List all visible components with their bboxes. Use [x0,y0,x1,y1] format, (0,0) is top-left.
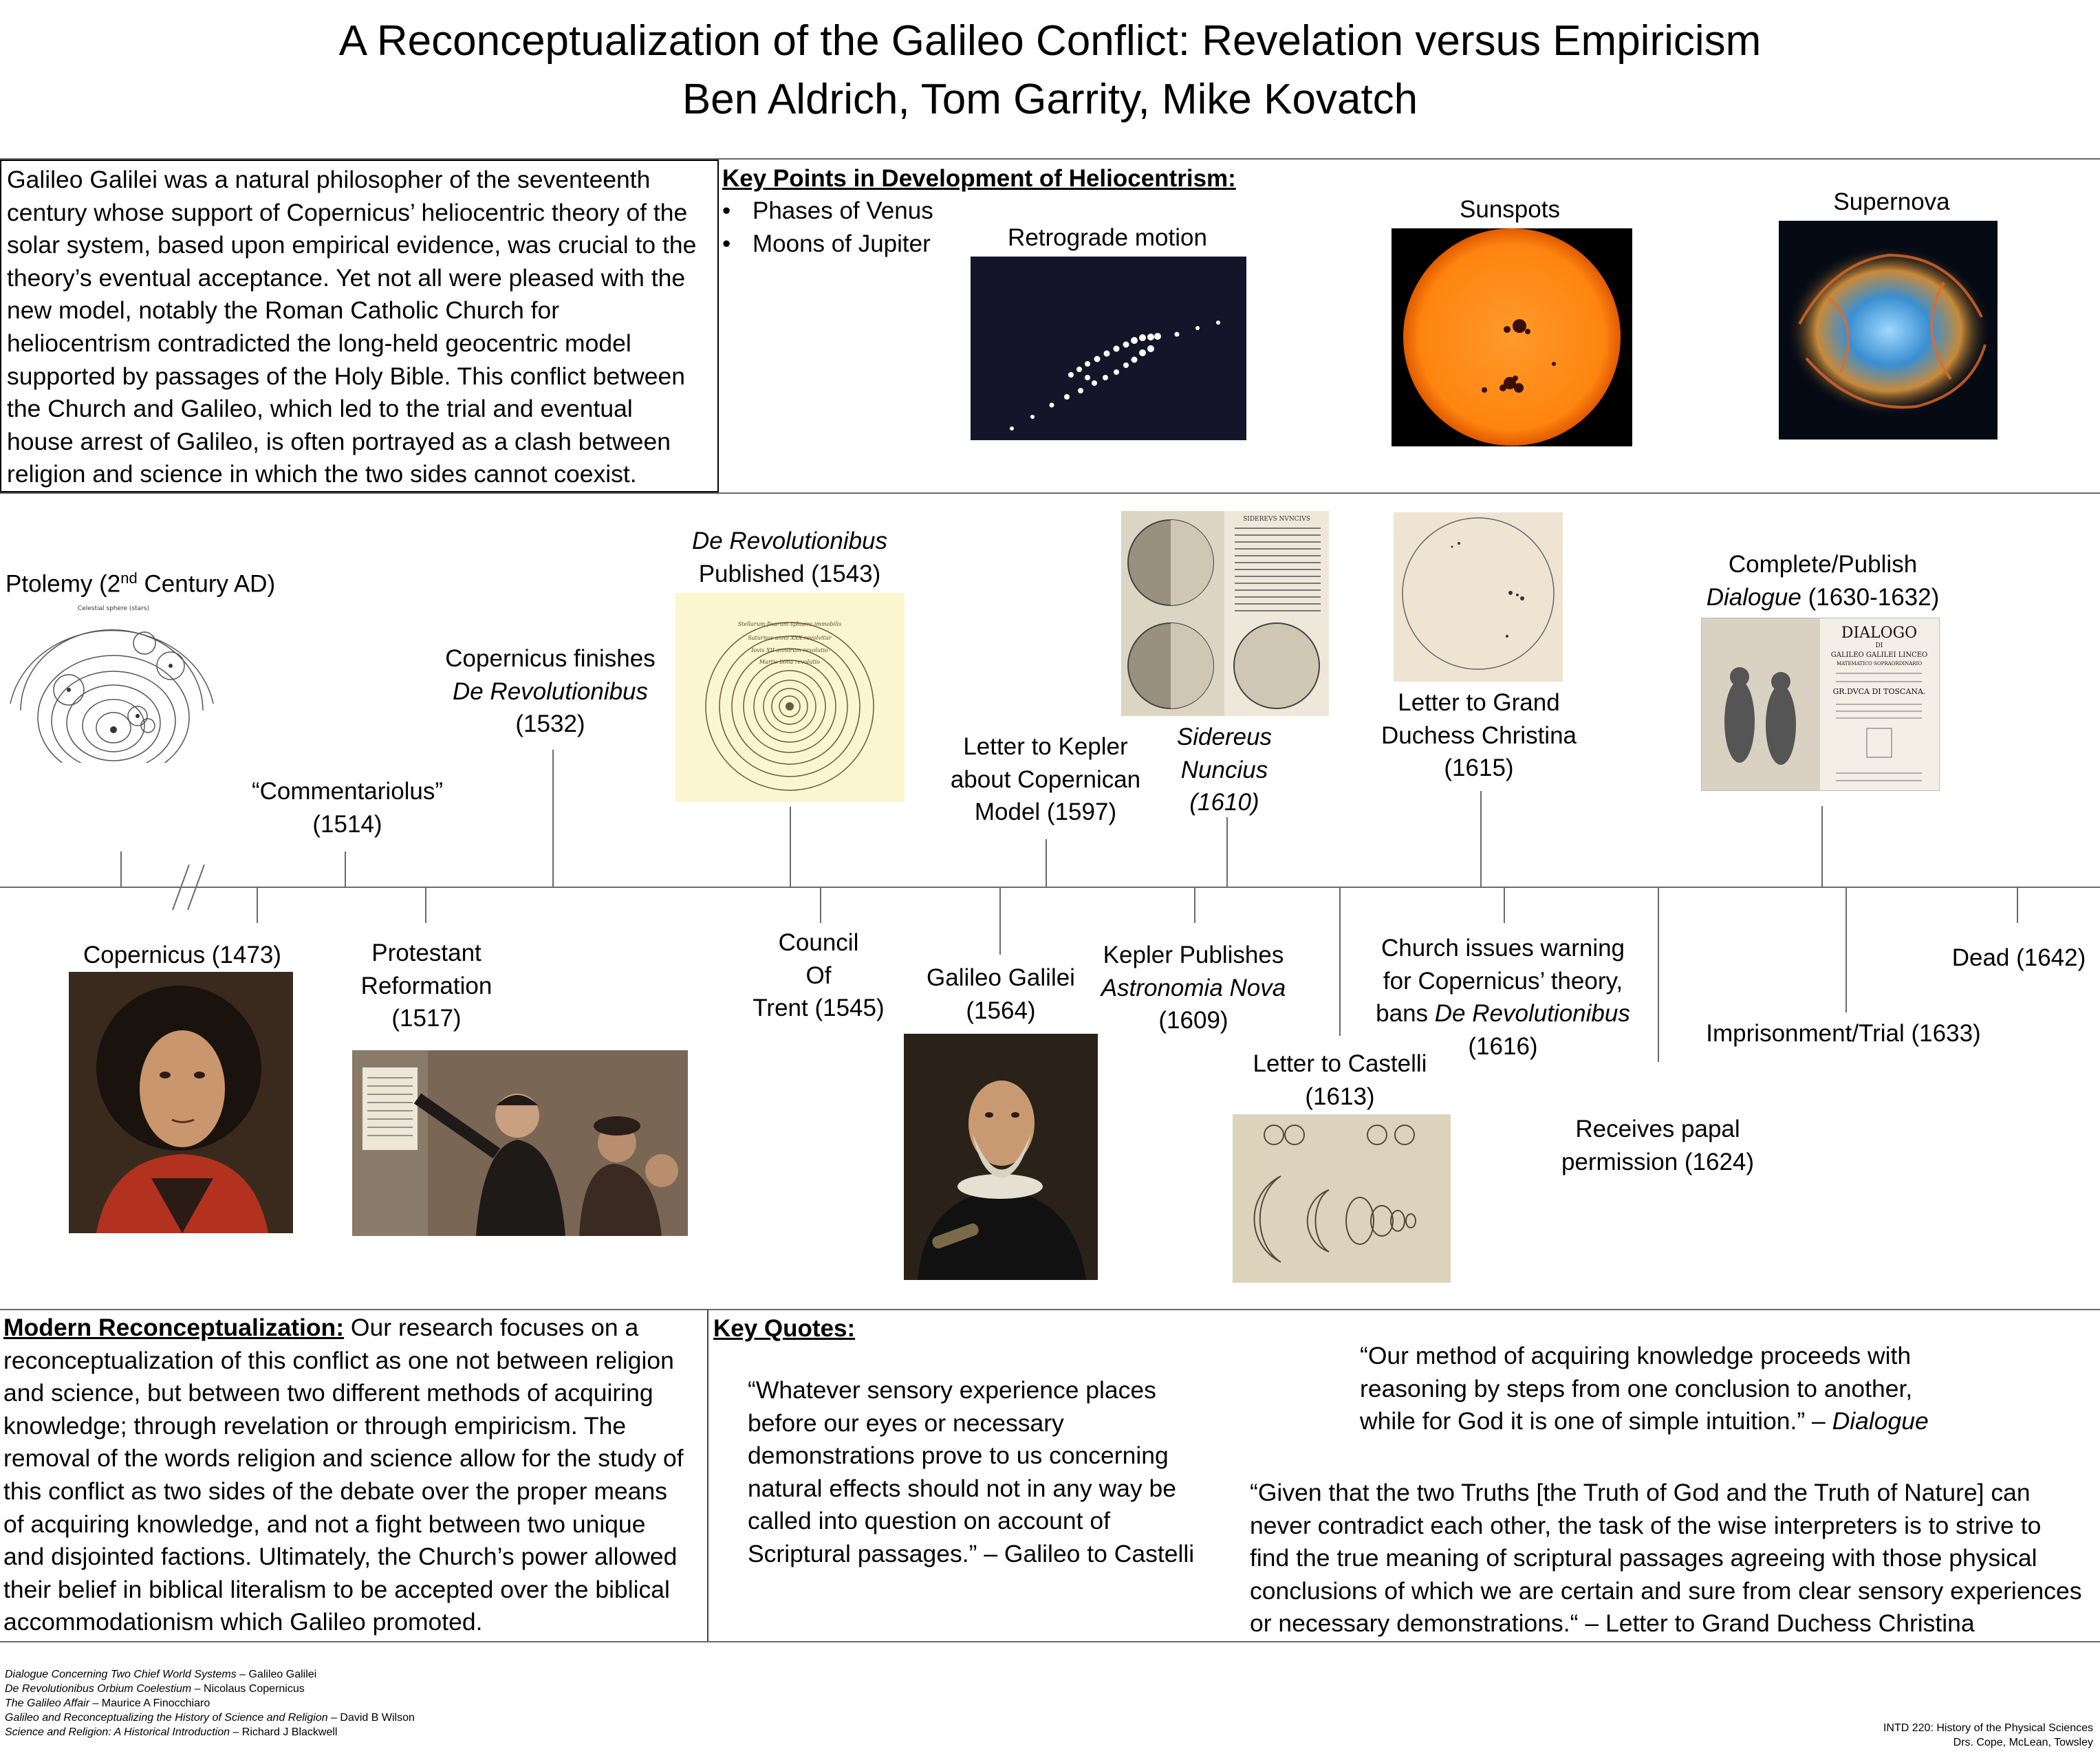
tick-dead [2017,887,2018,923]
galileo-portrait [904,1034,1098,1280]
dialogo-sub-text: GR.DVCA DI TOSCANA. [1832,687,1926,696]
retrograde-label: Retrograde motion [1008,224,1207,251]
intro-line: new model, notably the Roman Catholic Church for [7,296,560,325]
reference-item: De Revolutionibus Orbium Coelestium – Nicolaus Copernicus [5,1683,305,1695]
grand-duchess-label: Letter to Grand Duchess Christina (1615) [1381,689,1577,781]
crab-nebula [1779,221,1998,440]
supernova-image [1779,221,1998,440]
sunspots-image [1392,228,1632,446]
intro-line: solar system, based upon empirical evidence, was crucial to the [7,231,697,259]
divider-footer [0,1641,2100,1642]
venus-phases-sketch [1233,1114,1451,1283]
intro-line: century whose support of Copernicus’ heliocentric theory of the [7,198,688,226]
dialogo-frontispiece [1701,618,1940,791]
reference-item: Science and Religion: A Historical Introduction – Richard J Blackwell [5,1726,338,1738]
intro-line: the Church and Galileo, which led to the trial and eventual [7,395,633,423]
intro-line: religion and science in which the two sides cannot coexist. [7,460,637,488]
ring-label: Stellarum fixarum sphaera immobilis [737,621,842,627]
key-points-list [722,195,933,260]
modern-line: this conflict as two sides of the debate over the proper means [3,1477,667,1505]
modern-line: reconceptualization of this conflict as one not between religion [3,1346,674,1374]
ptolemy-caption: Celestial sphere (stars) [77,605,150,612]
modern-line: and disjointed factions. Ultimately, the Church’s power allowed [3,1543,678,1571]
astronomia-label: Kepler Publishes Astronomia Nova (1609) [1101,942,1286,1034]
key-points-heading: Key Points in Development of Heliocentrism: [722,165,1236,192]
modern-line: accommodationism which Galileo promoted. [3,1608,483,1636]
copernicus-label: Copernicus (1473) [83,942,281,968]
course-info: INTD 220: History of the Physical Sciences Drs. Cope, McLean, Towsley [1883,1722,2093,1748]
tick-warning [1504,887,1505,923]
trial-label: Imprisonment/Trial (1633) [1706,1020,1981,1047]
cop-finishes-label: Copernicus finishes De Revolutionibus (1532) [445,645,656,737]
tick-kepler-letter [1046,839,1047,887]
retrograde-image [971,257,1246,440]
intro-line: supported by passages of the Holy Bible. This conflict between [7,362,686,390]
de-rev-pub-label: De Revolutionibus Published (1543) [691,528,888,587]
tick-de-rev-pub [790,807,791,887]
kepler-letter-label: Letter to Kepler about Copernican Model (1597) [950,733,1141,825]
intro-line: Galileo Galilei was a natural philosopher of the seventeenth [7,166,651,193]
modern-line: their belief in biblical literalism to be accepted over the biblical [3,1575,670,1603]
tick-cop-finishes [552,750,554,887]
dialogo-sub-text: DI [1875,642,1883,649]
tick-papal [1658,887,1659,1062]
commentariolus-label: “Commentariolus” (1514) [251,778,444,838]
modern-line: of acquiring knowledge, and not a fight between two unique [3,1510,646,1538]
sidereus-nuncius-image [1121,511,1329,716]
quote-castelli: “Whatever sensory experience places before our eyes or necessary demonstrations prove to us concerning natural effects should not in any way be called into question on account of Scriptural passages.” – Galileo to Castelli [748,1376,1195,1567]
reference-item: The Galileo Affair – Maurice A Finocchiaro [5,1697,210,1709]
warning-label: Church issues warning for Copernicus’ theory, bans De Revolutionibus (1616) [1376,935,1630,1060]
poster-authors: Ben Aldrich, Tom Garrity, Mike Kovatch [682,76,1418,123]
de-revolutionibus-diagram [675,593,905,802]
dialogo-sub-text: MATEMATICO SOPRAORDINARIO [1836,661,1923,666]
intro-line: theory’s eventual acceptance. Yet not all were pleased with the [7,263,686,292]
key-point-item: • Moons of Jupiter [722,228,933,261]
dialogo-sub-text: GALILEO GALILEI LINCEO [1830,651,1928,659]
supernova-label: Supernova [1833,188,1950,215]
tick-astronomia [1194,887,1195,923]
quotes-heading: Key Quotes: [713,1315,856,1342]
divider-bottom [0,1309,2100,1310]
tick-trial [1845,887,1847,1012]
divider-middle [0,492,2100,494]
tick-galileo-born [999,887,1001,955]
sunspot-sketch [1394,512,1563,682]
quote-dialogue: “Our method of acquiring knowledge proceeds with reasoning by steps from one conclusion to another, while for God it is one of simple intuition.” – Dialogue [1360,1342,1929,1435]
castelli-label: Letter to Castelli (1613) [1253,1050,1427,1110]
tick-sidereus [1226,817,1228,887]
venus-phases-drawing [1233,1114,1451,1283]
reference-item: Galileo and Reconceptualizing the History of Science and Religion – David B Wilson [5,1712,415,1724]
ptolemy-label: Ptolemy (2nd Century AD) [6,569,276,598]
galileo-born-label: Galileo Galilei (1564) [927,964,1075,1024]
dialogo-title-page [1702,618,1939,790]
sidereus-label: Sidereus Nuncius (1610) [1176,724,1273,816]
reformation-painting [352,1050,688,1236]
tick-reformation [425,887,426,923]
modern-line: knowledge; through revelation or through empiricism. The [3,1411,627,1440]
tick-dialogue [1821,806,1823,887]
key-point-item: • Phases of Venus [722,195,933,228]
ring-label: Iovis XII annorum revolutio [751,647,828,653]
ring-label: Saturnus anno XXX revolvitur [748,635,832,641]
copernicus-portrait-art [69,972,293,1233]
dialogo-title-text: DIALOGO [1841,625,1918,642]
quote-grand-duchess: “Given that the two Truths [the Truth of God and the Truth of Nature] can never contradict each other, the task of the wise interpreters is to strive to find the true meaning of scriptural passages agreeing with those physical conclusions of which we are certain and sure from clear sensory experiences or necessary demonstrations.“ – Letter to Grand Duchess Christina [1250,1479,2082,1637]
modern-section: Modern Reconceptualization: Our research focuses on a reconceptualization of this conflict as one not between religion and science, but between two different methods of acquiring knowledge; through revelation or through empiricism. The removal of the words religion and science allow for the study of this conflict as two sides of the debate over the proper means of acquiring knowledge, and not a fight between two unique and disjointed factions. Ultimately, the Church’s power allowed their belief in biblical literalism to be accepted over the biblical accommodationism which Galileo promoted. [3,1312,705,1639]
papal-label: Receives papal permission (1624) [1561,1116,1755,1175]
modern-heading: Modern Reconceptualization: [3,1314,345,1341]
modern-line: and science, but between two different methods of acquiring [3,1379,653,1407]
sidereus-page-header: SIDEREVS NVNCIVS [1243,516,1310,523]
heliocentric-rings [675,593,905,802]
trent-label: Council Of Trent (1545) [753,929,885,1021]
reference-item: Dialogue Concerning Two Chief World Systems – Galileo Galilei [5,1669,317,1680]
tick-commentariolus [345,851,346,887]
dialogue-label: Complete/Publish Dialogue (1630-1632) [1706,551,1940,611]
tick-trent [820,887,821,923]
timeline-axis [0,887,2100,888]
ptolemy-diagram [0,600,227,763]
poster-title: A Reconceptualization of the Galileo Conflict: Revelation versus Empiricism [338,17,1762,65]
geocentric-diagram [0,600,227,763]
copernicus-portrait [69,972,293,1233]
tick-ptolemy [120,851,122,887]
tick-grand-duchess [1480,791,1482,887]
reformation-label: Protestant Reformation (1517) [360,940,492,1032]
modern-line: removal of the words religion and science allow for the study of [3,1444,684,1473]
bottom-column-divider [707,1310,708,1641]
ring-label: Martis bima revolutio [759,659,820,665]
intro-box [0,160,719,492]
intro-line: heliocentrism contradicted the long-held geocentric model [7,329,631,357]
intro-line: house arrest of Galileo, is often portrayed as a clash between [7,427,671,455]
luther-theses-painting [352,1050,688,1236]
sunspot-drawing [1394,512,1563,682]
retrograde-star-trail [971,257,1246,440]
tick-copernicus [257,887,258,923]
moon-drawings [1121,511,1329,716]
sun-disk [1392,228,1632,446]
galileo-portrait-art [904,1034,1098,1280]
tick-castelli [1339,887,1341,1036]
references-list [5,1667,415,1739]
sunspots-label: Sunspots [1460,196,1560,223]
dead-label: Dead (1642) [1951,944,2086,971]
